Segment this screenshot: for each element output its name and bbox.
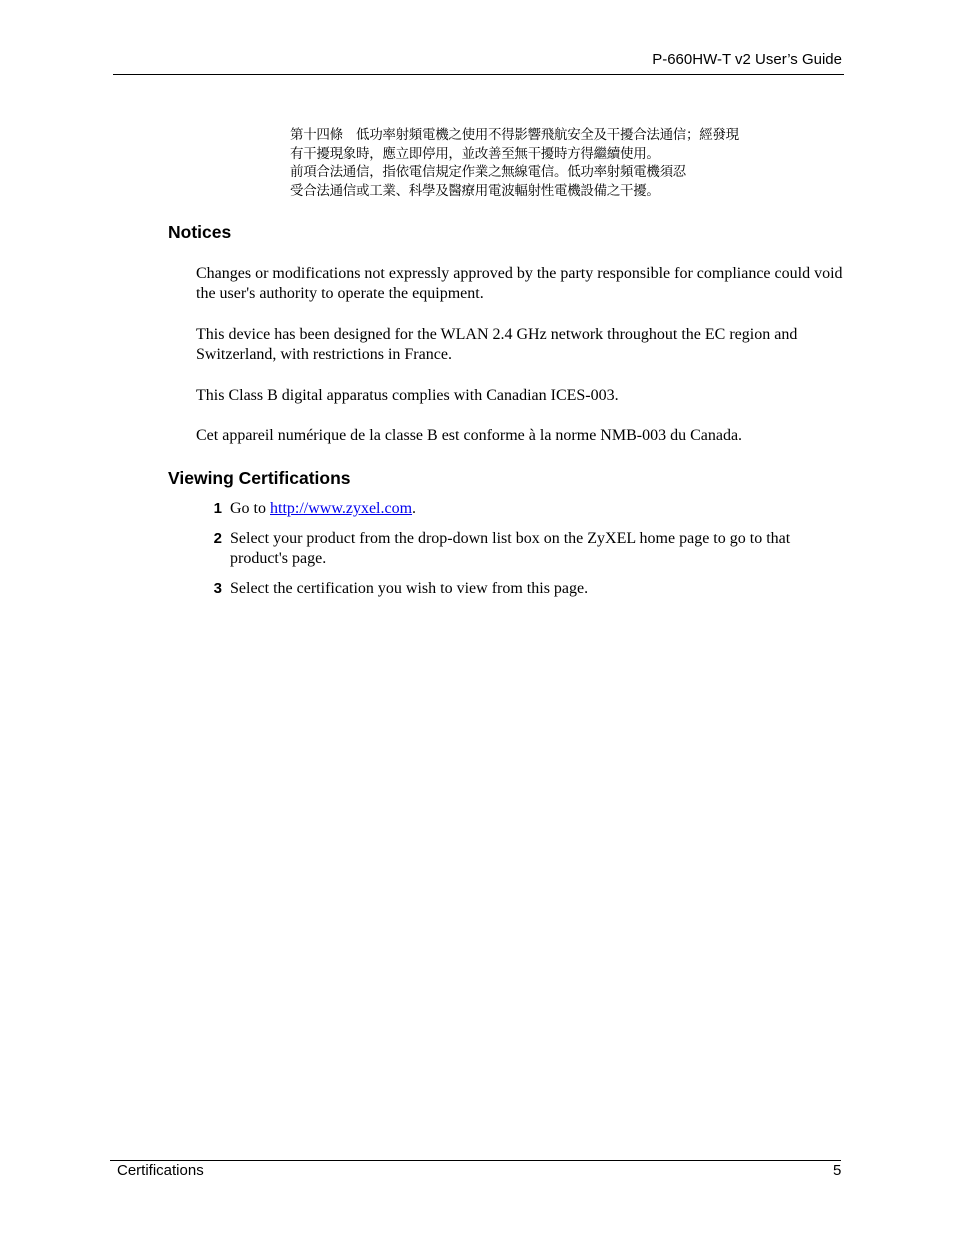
notice-line: 有干擾現象時，應立即停用，並改善至無干擾時方得繼續使用。 (290, 145, 660, 162)
step-prefix: Go to (230, 500, 270, 517)
notice-paragraph: Cet appareil numérique de la classe B est conforme à la norme NMB-003 du Canada. (196, 427, 743, 444)
notice-paragraph: Changes or modifications not expressly approved by the party responsible for compliance could void the user's authority to operate the equipment. (196, 265, 843, 302)
page-number: 5 (833, 1162, 842, 1179)
step-number: 2 (213, 530, 222, 547)
taiwan-regulatory-notice (290, 126, 830, 200)
step-text: Select your product from the drop-down list box on the ZyXEL home page to go to that product's page. (230, 530, 791, 567)
step-number: 1 (213, 500, 222, 517)
notice-paragraph: This Class B digital apparatus complies with Canadian ICES-003. (196, 387, 619, 404)
running-header-title: P-660HW-T v2 User’s Guide (652, 51, 842, 68)
footer-section-name: Certifications (117, 1162, 204, 1179)
notice-line: 前項合法通信，指依電信規定作業之無線電信。低功率射頻電機須忍 (290, 164, 686, 180)
notice-line: 受合法通信或工業、科學及醫療用電波輻射性電機設備之干擾。 (290, 182, 660, 199)
notice-line: 第十四條 低功率射頻電機之使用不得影響飛航安全及干擾合法通信；經發現 (290, 127, 739, 143)
viewing-certifications-heading: Viewing Certifications (168, 468, 351, 488)
step-number: 3 (213, 580, 222, 597)
notices-heading: Notices (168, 222, 232, 242)
header-rule (113, 74, 844, 75)
footer-rule (110, 1160, 841, 1161)
step-text (230, 499, 846, 519)
notice-paragraph: This device has been designed for the WLAN 2.4 GHz network throughout the EC region and Switzerland, with restrictions in France. (196, 326, 798, 363)
zyxel-website-link[interactable]: http://www.zyxel.com (270, 500, 413, 517)
step-text: Select the certification you wish to view from this page. (230, 580, 589, 597)
step-suffix: . (412, 500, 417, 517)
